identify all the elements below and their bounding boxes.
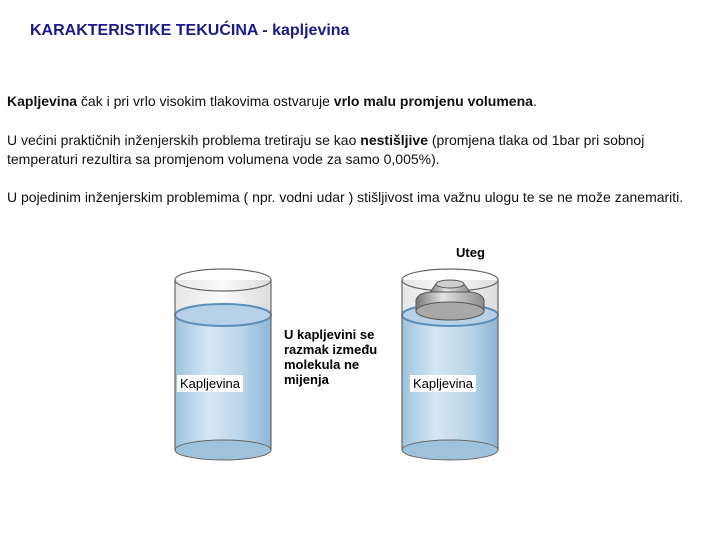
paragraph2-start: U većini praktičnih inženjerskih problema tretiraju se kao: [7, 132, 361, 148]
right-cylinder-label: Kapljevina: [410, 375, 476, 392]
compression-figure: [160, 240, 525, 465]
left-cylinder-label: Kapljevina: [177, 375, 243, 392]
paragraph1-end: .: [532, 93, 537, 109]
paragraph1-strong: vrlo malu promjenu volumena: [333, 93, 533, 109]
paragraph1-lead: Kapljevina: [7, 93, 78, 109]
paragraph-practical-problems: [7, 131, 713, 169]
paragraph3-text: U pojedinim inženjerskim problemima ( npr. vodni udar ) stišljivost ima važnu ulogu te se ne može zanemariti.: [7, 189, 684, 205]
paragraph-incompressibility-intro: [7, 92, 713, 111]
title-main: KARAKTERISTIKE TEKUĆINA: [30, 22, 258, 39]
molecule-spacing-note: U kapljevini se razmak između molekula ne mijenja: [284, 327, 378, 387]
left-cylinder: [175, 269, 271, 460]
paragraph2-end: (promjena tlaka od 1bar pri sobnoj temperaturi rezultira sa promjenom volumena vode za samo 0,005%).: [7, 132, 645, 167]
paragraph-water-hammer: [7, 188, 713, 207]
title-suffix: - kapljevina: [257, 22, 350, 39]
paragraph2-strong: nestišljive: [360, 132, 428, 148]
weight-label: Uteg: [456, 245, 485, 260]
paragraph1-mid: čak i pri vrlo visokim tlakovima ostvaruje: [77, 93, 334, 109]
page-title: [30, 22, 349, 40]
